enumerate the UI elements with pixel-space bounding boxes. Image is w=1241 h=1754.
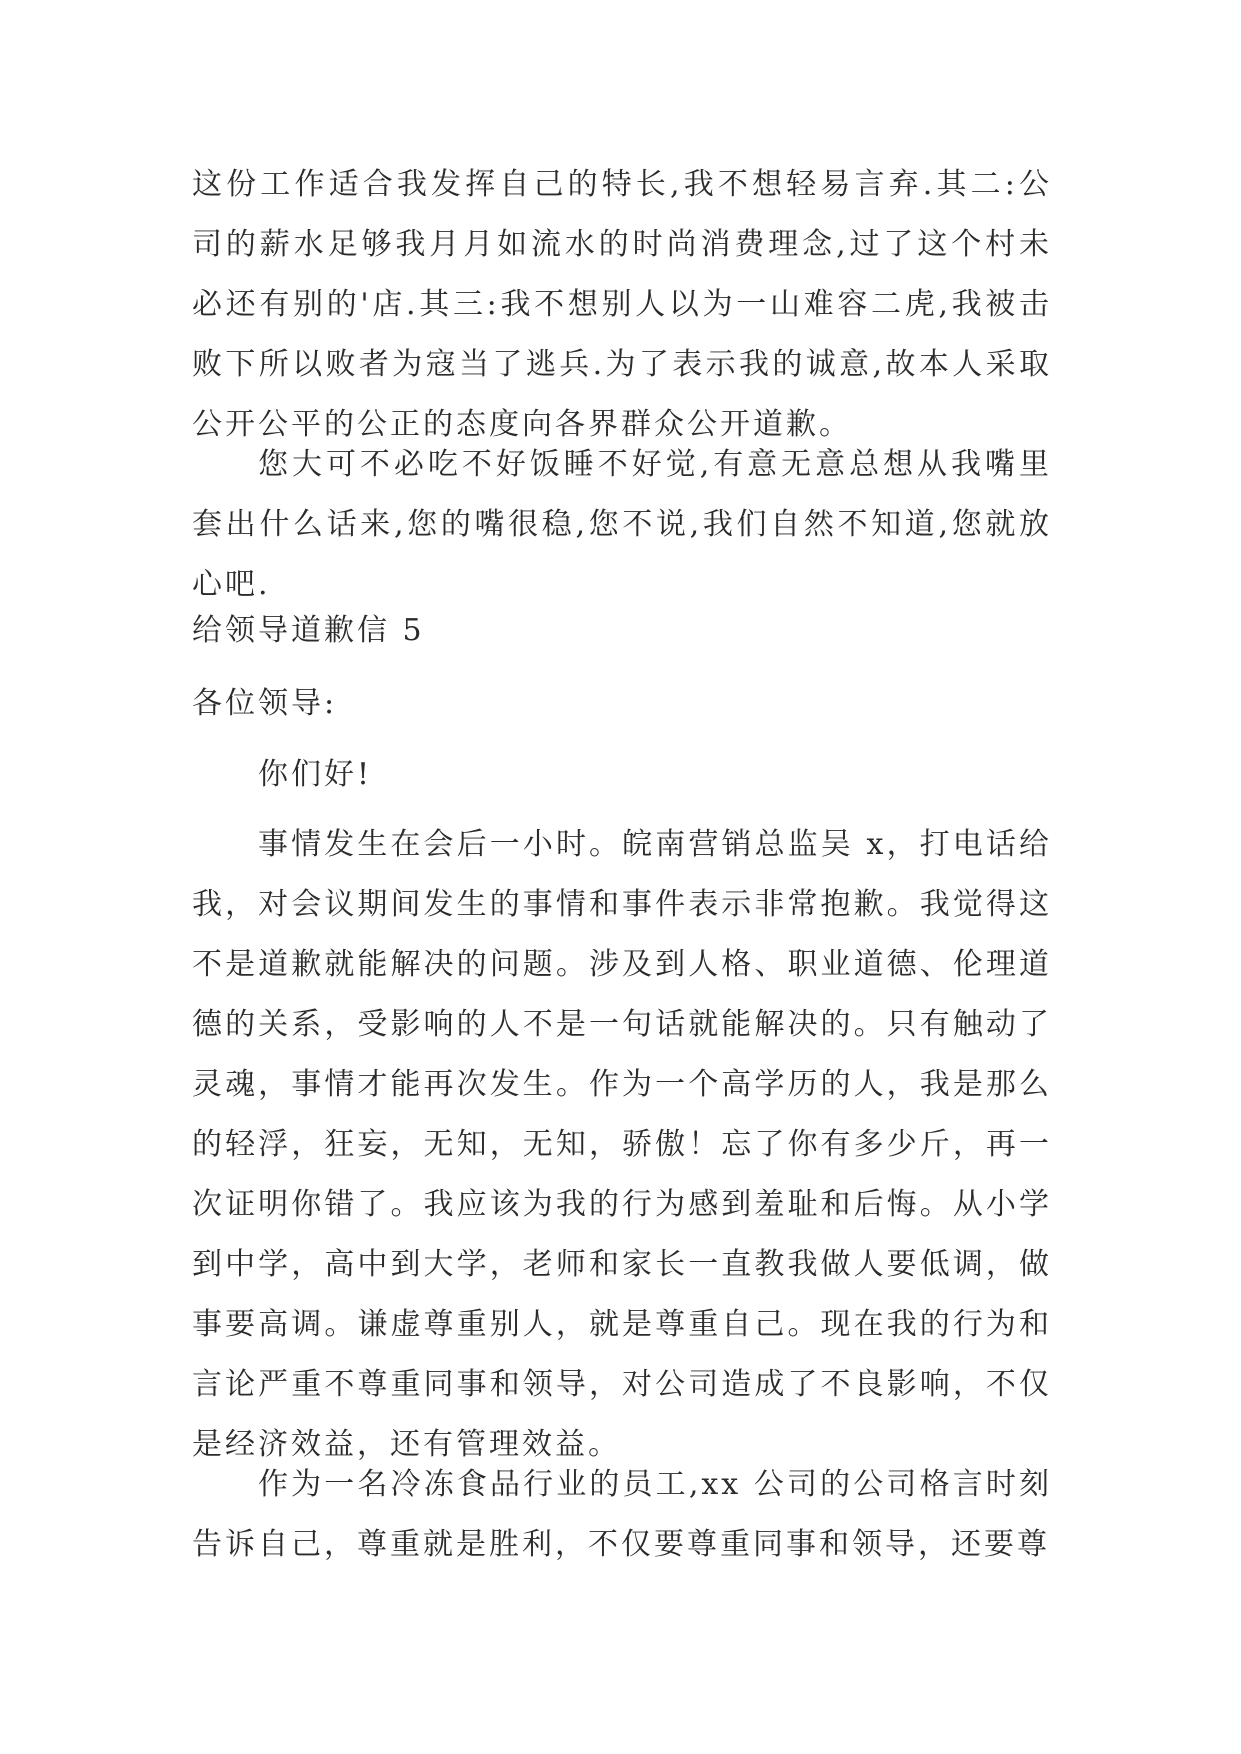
salutation: 各位领导: [192, 686, 338, 721]
paragraph-3: 事情发生在会后一小时。皖南营销总监吴 x，打电话给我，对会议期间发生的事情和事件表示非常抱歉。我觉得这不是道歉就能解决的问题。涉及到人格、职业道德、伦理道德的关系，受影响的人不是一句话就能解决的。只有触动了灵魂，事情才能再次发生。作为一个高学历的人，我是那么的轻浮，狂妄，无知，无知，骄傲！忘了你有多少斤，再一次证明你错了。我应该为我的行为感到羞耻和后悔。从小学到中学，高中到大学，老师和家长一直教我做人要低调，做事要高调。谦虚尊重别人，就是尊重自己。现在我的行为和言论严重不尊重同事和领导，对公司造成了不良影响，不仅是经济效益，还有管理效益。 [192, 827, 1052, 1462]
paragraph-2: 您大可不必吃不好饭睡不好觉,有意无意总想从我嘴里套出什么话来,您的嘴很稳,您不说,我们自然不知道,您就放心吧. [192, 447, 1052, 602]
greeting: 你们好! [258, 757, 373, 792]
paragraph-1: 这份工作适合我发挥自己的特长,我不想轻易言弃.其二:公司的薪水足够我月月如流水的时尚消费理念,过了这个村未必还有别的'店.其三:我不想别人以为一山难容二虎,我被击败下所以败者为寇当了逃兵.为了表示我的诚意,故本人采取公开公平的公正的态度向各界群众公开道歉。 [192, 167, 1052, 442]
letter-heading: 给领导道歉信 5 [192, 613, 425, 648]
paragraph-4: 作为一名冷冻食品行业的员工,xx 公司的公司格言时刻告诉自己，尊重就是胜利，不仅要尊重同事和领导，还要尊 [192, 1467, 1052, 1562]
